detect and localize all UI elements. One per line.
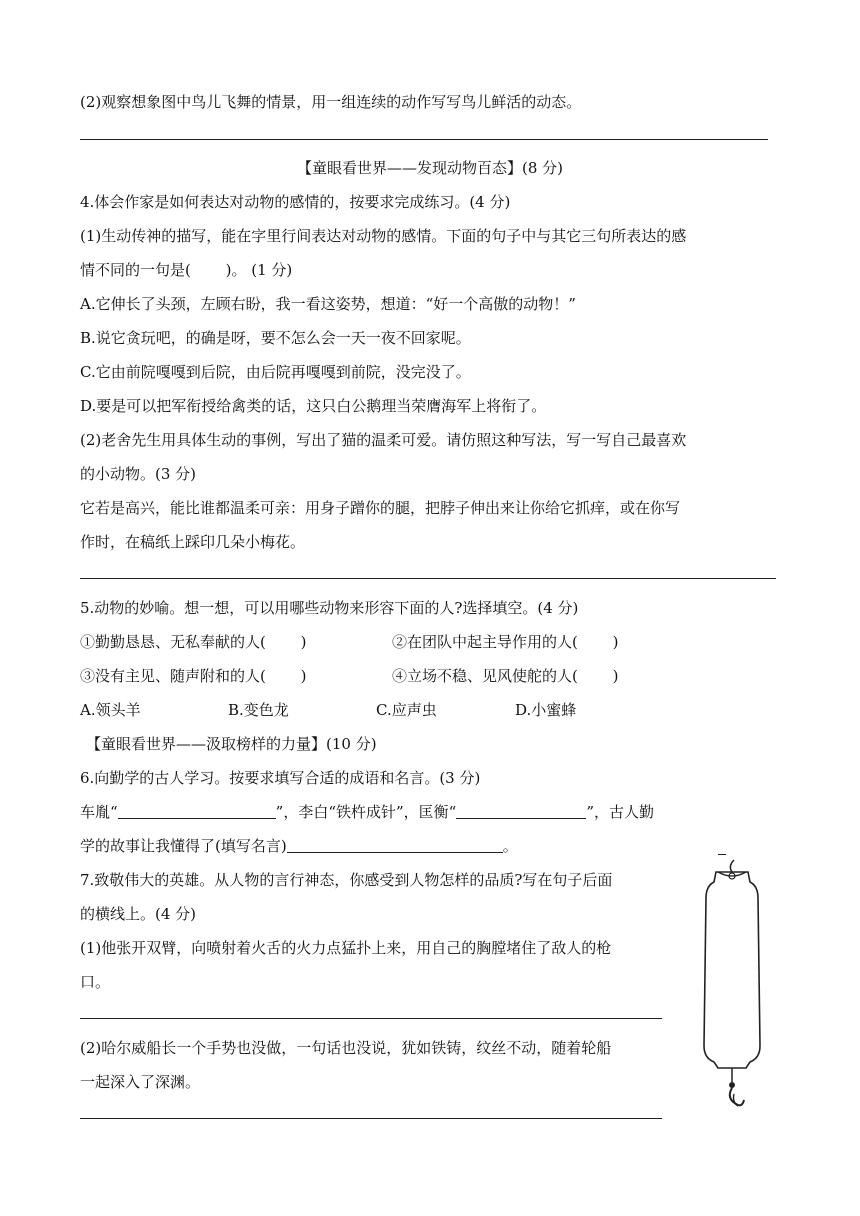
question-5-item-1: ①勤勤恳恳、无私奉献的人( ) xyxy=(80,633,307,651)
answer-line[interactable] xyxy=(80,139,768,140)
question-7-1-line1: (1)他张开双臂，向喷射着火舌的火力点猛扑上来，用自己的胸膛堵住了敌人的枪 xyxy=(80,939,612,957)
answer-line[interactable] xyxy=(80,578,776,579)
question-3-2: (2)观察想象图中鸟儿飞舞的情景，用一组连续的动作写写鸟儿鲜活的动态。 xyxy=(80,93,582,111)
blank-idiom-1[interactable] xyxy=(118,802,276,819)
question-6-text: 。 xyxy=(502,837,518,855)
question-7-line2: 的横线上。(4 分) xyxy=(80,905,197,923)
question-7-2-line1: (2)哈尔威船长一个手势也没做，一句话也没说，犹如铁铸，纹丝不动，随着轮船 xyxy=(80,1039,612,1057)
question-5-option-c: C.应声虫 xyxy=(376,701,437,719)
example-paragraph-line2: 作时，在稿纸上踩印几朵小梅花。 xyxy=(80,533,306,551)
question-7-1-line2: 口。 xyxy=(80,973,111,991)
question-5-item-3: ③没有主见、随声附和的人( ) xyxy=(80,667,307,685)
answer-line[interactable] xyxy=(80,1118,662,1119)
question-7-2-line2: 一起深入了深渊。 xyxy=(80,1073,201,1091)
bookmark-decoration-icon xyxy=(698,858,764,1110)
section-title-animals: 【童眼看世界——发现动物百态】(8 分) xyxy=(296,159,564,177)
question-7-line1: 7.致敬伟大的英雄。从人物的言行神态，你感受到人物怎样的品质?写在句子后面 xyxy=(80,871,613,889)
question-5-option-b: B.变色龙 xyxy=(228,701,289,719)
question-6: 6.向勤学的古人学习。按要求填写合适的成语和名言。(3 分) xyxy=(80,769,481,787)
blank-quote[interactable] xyxy=(287,836,503,853)
answer-line[interactable] xyxy=(80,1018,662,1019)
question-5-option-d: D.小蜜蜂 xyxy=(515,701,577,719)
question-4-option-d: D.要是可以把军衔授给禽类的话，这只白公鹅理当荣膺海军上将衔了。 xyxy=(80,397,547,415)
question-5: 5.动物的妙喻。想一想，可以用哪些动物来形容下面的人?选择填空。(4 分) xyxy=(80,599,579,617)
question-5-item-2: ②在团队中起主导作用的人( ) xyxy=(392,633,619,651)
question-4-2-line2: 的小动物。(3 分) xyxy=(80,465,197,483)
question-6-line1 xyxy=(80,802,654,822)
question-6-text: 车胤“ xyxy=(80,803,118,821)
question-4-option-a: A.它伸长了头颈，左顾右盼，我一看这姿势，想道：“好一个高傲的动物！” xyxy=(80,295,576,313)
section-title-role-models: 【童眼看世界——汲取榜样的力量】(10 分) xyxy=(86,735,377,753)
question-5-option-a: A.领头羊 xyxy=(80,701,141,719)
question-4-option-b: B.说它贪玩吧，的确是呀，要不怎么会一天一夜不回家呢。 xyxy=(80,329,471,347)
question-6-line2 xyxy=(80,836,518,856)
question-6-text: 学的故事让我懂得了(填写名言) xyxy=(80,837,287,855)
question-4-1-line1: (1)生动传神的描写，能在字里行间表达对动物的感情。下面的句子中与其它三句所表达的感 xyxy=(80,227,687,245)
question-4-2-line1: (2)老舍先生用具体生动的事例，写出了猫的温柔可爱。请仿照这种写法，写一写自己最喜欢 xyxy=(80,431,687,449)
blank-idiom-2[interactable] xyxy=(456,802,586,819)
question-6-text: ”，李白“铁杵成针”，匡衡“ xyxy=(275,803,457,821)
question-4: 4.体会作家是如何表达对动物的感情的，按要求完成练习。(4 分) xyxy=(80,193,511,211)
tick-mark xyxy=(718,854,726,855)
question-6-text: ”，古人勤 xyxy=(586,803,655,821)
example-paragraph-line1: 它若是高兴，能比谁都温柔可亲：用身子蹭你的腿，把脖子伸出来让你给它抓痒，或在你写 xyxy=(80,499,681,517)
question-4-1-line2: 情不同的一句是( )。 (1 分) xyxy=(80,261,293,279)
question-5-item-4: ④立场不稳、见风使舵的人( ) xyxy=(392,667,619,685)
question-4-option-c: C.它由前院嘎嘎到后院，由后院再嘎嘎到前院，没完没了。 xyxy=(80,363,471,381)
